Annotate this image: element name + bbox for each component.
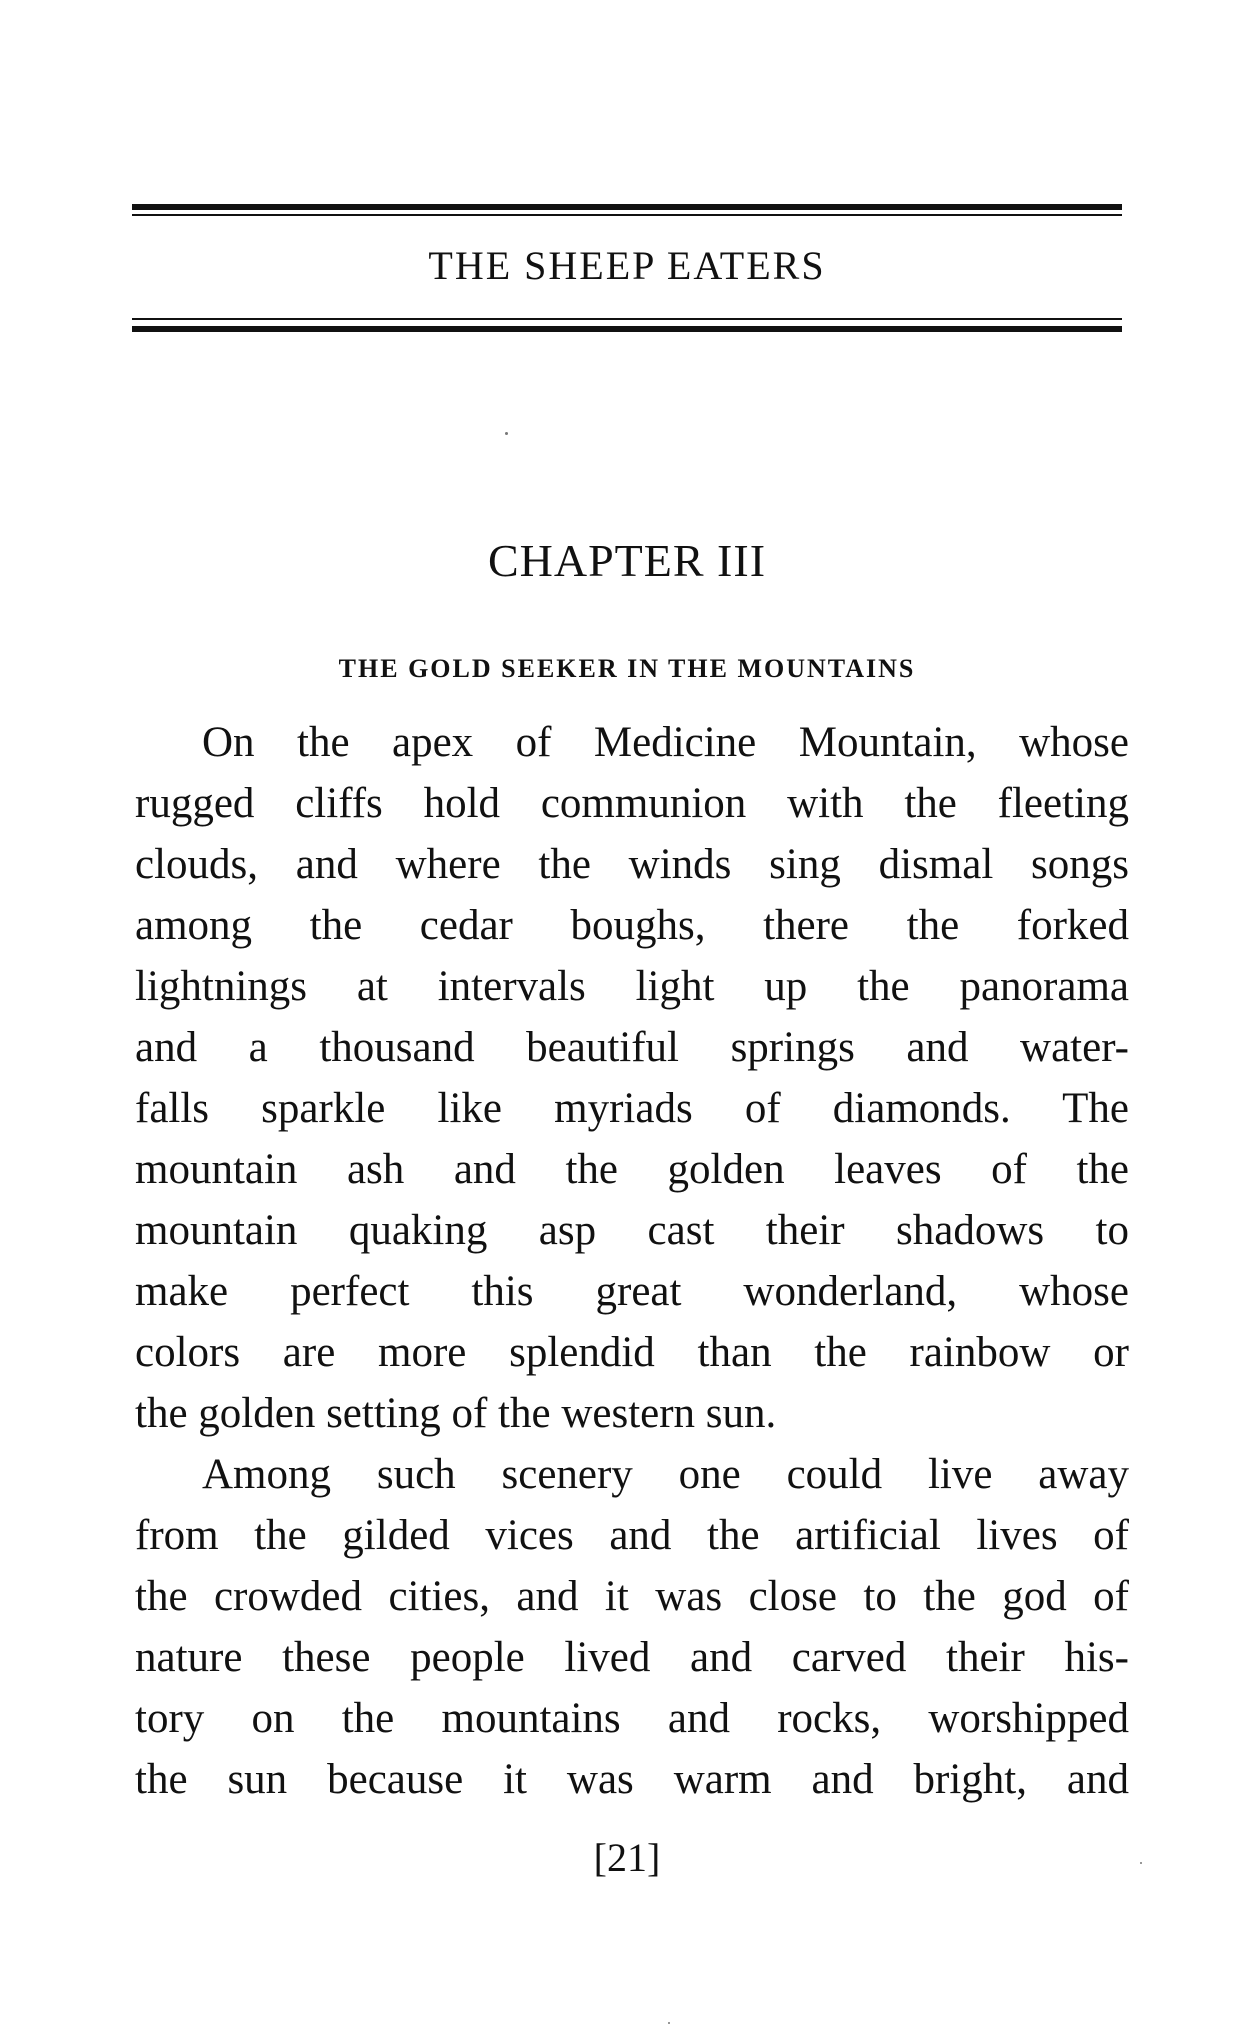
text-line: clouds, and where the winds sing dismal songs (135, 841, 1129, 888)
header-rule-top-thick (132, 204, 1122, 210)
paragraph (135, 712, 1129, 1444)
paper-speck (1140, 1862, 1142, 1864)
text-line: and a thousand beautiful springs and water- (135, 1024, 1129, 1071)
text-line: rugged cliffs hold communion with the fleeting (135, 780, 1129, 827)
text-line: the sun because it was warm and bright, and (135, 1756, 1129, 1803)
text-line: from the gilded vices and the artificial lives of (135, 1512, 1129, 1559)
text-line: mountain quaking asp cast their shadows to (135, 1207, 1129, 1254)
text-line: mountain ash and the golden leaves of the (135, 1146, 1129, 1193)
text-line: Among such scenery one could live away (202, 1451, 1129, 1498)
page-number: [21] (593, 1835, 661, 1880)
text-line: nature these people lived and carved their his- (135, 1634, 1129, 1681)
text-line: the golden setting of the western sun. (135, 1390, 777, 1437)
text-line: make perfect this great wonderland, whose (135, 1268, 1129, 1315)
chapter-title: CHAPTER III (487, 535, 767, 586)
text-line: On the apex of Medicine Mountain, whose (202, 719, 1129, 766)
running-head: THE SHEEP EATERS (428, 243, 826, 288)
text-line: tory on the mountains and rocks, worshipped (135, 1695, 1129, 1742)
text-line: among the cedar boughs, there the forked (135, 902, 1129, 949)
text-line: falls sparkle like myriads of diamonds. The (135, 1085, 1129, 1132)
text-line: colors are more splendid than the rainbow or (135, 1329, 1129, 1376)
paper-speck (505, 432, 508, 435)
text-line: lightnings at intervals light up the panorama (135, 963, 1129, 1010)
text-line: the crowded cities, and it was close to the god of (135, 1573, 1129, 1620)
paper-speck (668, 2022, 670, 2024)
header-rule-top-thin (132, 214, 1122, 216)
header-rule-bottom-thick (132, 326, 1122, 332)
paragraph (135, 1444, 1129, 1810)
chapter-subtitle: THE GOLD SEEKER IN THE MOUNTAINS (338, 654, 916, 683)
body-text (135, 712, 1129, 1810)
header-rule-bottom-thin (132, 318, 1122, 320)
